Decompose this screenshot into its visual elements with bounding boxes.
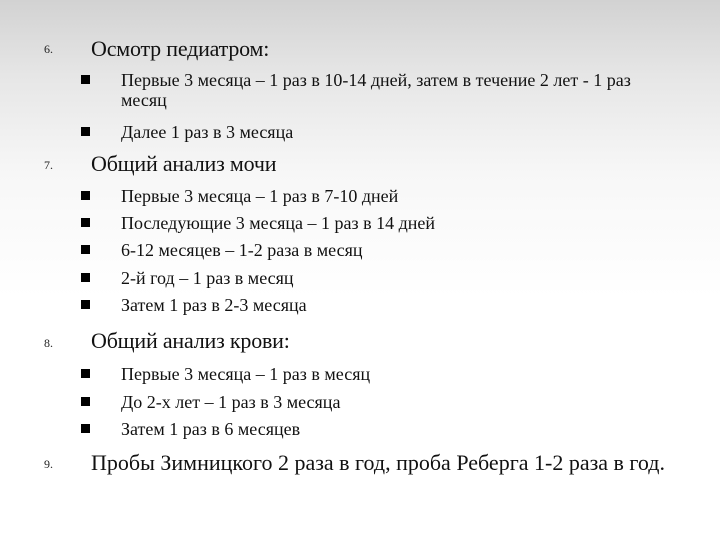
item-number: 8.: [44, 336, 53, 350]
item-number: 7.: [44, 158, 53, 172]
sub-item-text: Затем 1 раз в 6 месяцев: [121, 419, 301, 439]
square-bullet-icon: [81, 191, 90, 200]
square-bullet-icon: [81, 397, 90, 406]
square-bullet-icon: [81, 424, 90, 433]
item-heading: Общий анализ мочи: [91, 151, 277, 176]
square-bullet-icon: [81, 369, 90, 378]
sub-item-text: Затем 1 раз в 2-3 месяца: [121, 295, 307, 315]
item-heading: Осмотр педиатром:: [91, 36, 270, 61]
sub-item-text: Первые 3 месяца – 1 раз в 10-14 дней, затем в течение 2 лет - 1 раз месяц: [121, 70, 631, 110]
sub-item-text: До 2-х лет – 1 раз в 3 месяца: [121, 392, 341, 412]
item-number: 6.: [44, 42, 53, 56]
sub-item-text: Далее 1 раз в 3 месяца: [121, 122, 294, 142]
square-bullet-icon: [81, 300, 90, 309]
square-bullet-icon: [81, 245, 90, 254]
sub-item-text: Последующие 3 месяца – 1 раз в 14 дней: [121, 213, 435, 233]
sub-item-text: Первые 3 месяца – 1 раз в 7-10 дней: [121, 186, 399, 206]
sub-item-text: 6-12 месяцев – 1-2 раза в месяц: [121, 240, 363, 260]
square-bullet-icon: [81, 218, 90, 227]
square-bullet-icon: [81, 75, 90, 84]
square-bullet-icon: [81, 127, 90, 136]
item-heading: Пробы Зимницкого 2 раза в год, проба Реберга 1-2 раза в год.: [91, 450, 665, 475]
sub-item-text: 2-й год – 1 раз в месяц: [121, 268, 294, 288]
sub-item-text: Первые 3 месяца – 1 раз в месяц: [121, 364, 371, 384]
item-heading: Общий анализ крови:: [91, 328, 290, 353]
square-bullet-icon: [81, 273, 90, 282]
item-number: 9.: [44, 457, 53, 471]
